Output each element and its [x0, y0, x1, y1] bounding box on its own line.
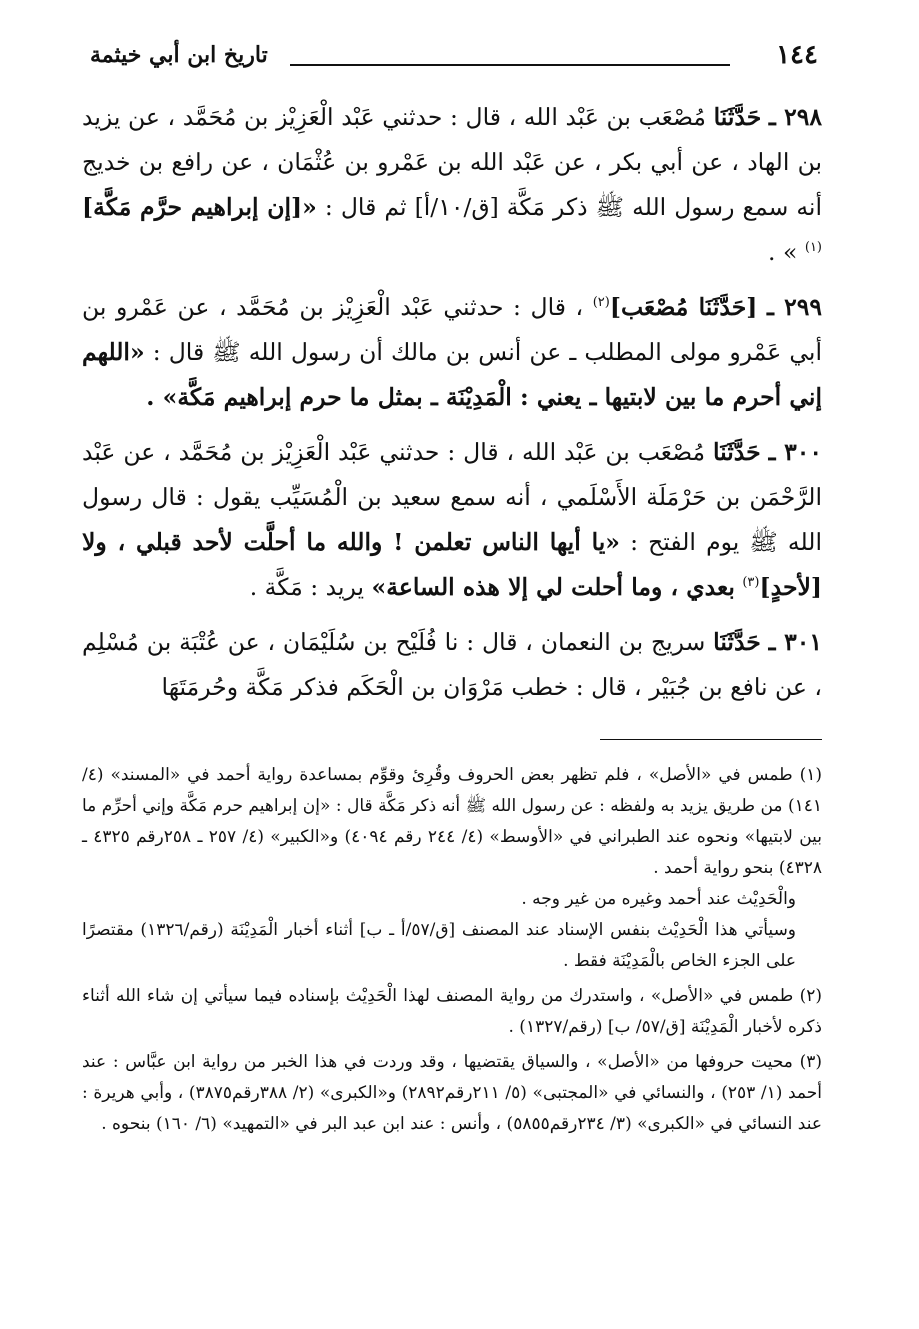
footnote-text: وسيأتي هذا الْحَدِيْث بنفس الإسناد عند المصنف [ق/٥٧/أ ـ ب] أثناء أخبار الْمَدِيْنَة (رقم/١٣٢٦) مقتصرًا على الجزء الخاص بالْمَدِيْنَة فقط . [82, 920, 797, 971]
hadith-quote: «[إن إبراهيم حرَّم مَكَّة] [82, 193, 317, 221]
footnote-marker: (٢) [592, 295, 610, 311]
haddathana: حَدَّثَنَا [713, 103, 762, 131]
footnote-2 [82, 981, 822, 1043]
hadith-number: ٢٩٨ ـ [768, 103, 822, 131]
hadith-number: ٣٠١ ـ [768, 628, 822, 656]
hadith-text: مُصْعَب بن عَبْد الله ، قال : حدثني عَبْد الْعَزِيْز بن مُحَمَّد ، عن يزيد بن الهاد ، عن أبي بكر ، عن عَبْد الله بن عَمْرو بن عُثْمَان ، عن رافع بن خديج أنه سمع رسول الله ﷺ ذكر مَكَّة [ق/١٠/أ] ثم قال : [82, 103, 822, 221]
footnote-3 [82, 1047, 822, 1140]
hadith-text: سريج بن النعمان ، قال : نا فُلَيْح بن سُلَيْمَان ، عن عُتْبَة بن مُسْلِم ، عن نافع بن جُبَيْر ، قال : خطب مَرْوَان بن الْحَكَم فذكر مَكَّة وحُرمَتَهَا [82, 628, 822, 701]
hadith-300 [82, 430, 822, 610]
footnote-text: والْحَدِيْث عند أحمد وغيره من غير وجه . [521, 889, 796, 909]
haddathana: حَدَّثَنَا [713, 438, 761, 466]
hadith-301 [82, 620, 822, 710]
page-header [80, 40, 840, 76]
hadith-quote: «يا أيها الناس تعلمن ! والله ما أحلَّت لأحد قبلي ، ولا [لأحدٍ] [82, 528, 822, 601]
footnotes [82, 760, 822, 1144]
haddathana: حَدَّثَنَا [713, 628, 761, 656]
hadith-number: ٢٩٩ ـ [766, 293, 822, 321]
hadith-text: ، قال : حدثني عَبْد الْعَزِيْز بن مُحَمَّد ، عن عَمْرو بن أبي عَمْرو مولى المطلب ـ عن أنس بن مالك أن رسول الله ﷺ قال : [82, 293, 822, 366]
hadith-299 [82, 285, 822, 420]
footnote-mark: (١) [799, 765, 823, 785]
footnote-text: طمس في «الأصل» ، فلم تظهر بعض الحروف وقُرِئ وقوِّم بمساعدة رواية أحمد في «المسند» (٤/ ١٤١) من طريق يزيد به ولفظه : عن رسول الله ﷺ أنه ذكر مَكَّة قال : «إن إبراهيم حرم مَكَّة وإني أحرِّم ما بين لابتيها» ونحوه عند الطبراني في «الأوسط» (٤/ ٢٤٤ رقم ٤٠٩٤) و«الكبير» (٤/ ٢٥٧ ـ ٢٥٨رقم ٤٣٢٥ ـ ٤٣٢٨) بنحو رواية أحمد . [82, 765, 822, 878]
hadith-text: مُصْعَب بن عَبْد الله ، قال : حدثني عَبْد الْعَزِيْز بن مُحَمَّد ، عن عَبْد الرَّحْمَن بن حَرْمَلَة الأَسْلَمي ، أنه سمع سعيد بن الْمُسَيِّب يقول : قال رسول الله ﷺ يوم الفتح : [82, 438, 822, 556]
footnote-divider [600, 739, 822, 740]
hadith-quote-continued: بعدي ، وما أحلت لي إلا هذه الساعة» [371, 573, 735, 601]
hadith-298 [82, 95, 822, 275]
hadith-tail: » . [768, 238, 798, 266]
hadith-tail: يريد : مَكَّة . [249, 573, 365, 601]
hadith-quote: «اللهم إني أحرم ما بين لابتيها ـ يعني : الْمَدِيْنَة ـ بمثل ما حرم إبراهيم مَكَّة» . [82, 338, 822, 411]
hadith-number: ٣٠٠ ـ [768, 438, 822, 466]
page-number: ١٤٤ [776, 40, 818, 70]
footnote-mark: (٣) [799, 1052, 822, 1072]
footnote-text: طمس في «الأصل» ، واستدرك من رواية المصنف لهذا الْحَدِيْث بإسناده فيما سيأتي إن شاء الله أثناء ذكره لأخبار الْمَدِيْنَة [ق/٥٧/ ب] (رقم/١٣٢٧) . [82, 986, 822, 1037]
header-divider [290, 64, 730, 66]
haddathana: [حَدَّثَنَا مُصْعَب] [609, 293, 758, 321]
footnote-marker: (٣) [742, 575, 760, 591]
book-title: تاريخ ابن أبي خيثمة [90, 42, 268, 68]
footnote-mark: (٢) [799, 986, 822, 1006]
footnote-text: محيت حروفها من «الأصل» ، والسياق يقتضيها ، وقد وردت في هذا الخبر من رواية ابن عبَّاس : عند أحمد (١/ ٢٥٣) ، والنسائي في «المجتبى» (٥/ ٢١١رقم٢٨٩٢) و«الكبرى» (٢/ ٣٨٨رقم٣٨٧٥) ، وأبي هريرة : عند النسائي في «الكبرى» (٣/ ٢٣٤رقم٥٨٥٥) ، وأنس : عند ابن عبد البر في «التمهيد» (٦/ ١٦٠) بنحوه . [82, 1052, 822, 1134]
main-text [82, 95, 822, 720]
footnote-1 [82, 760, 822, 977]
footnote-marker: (١) [804, 240, 822, 256]
